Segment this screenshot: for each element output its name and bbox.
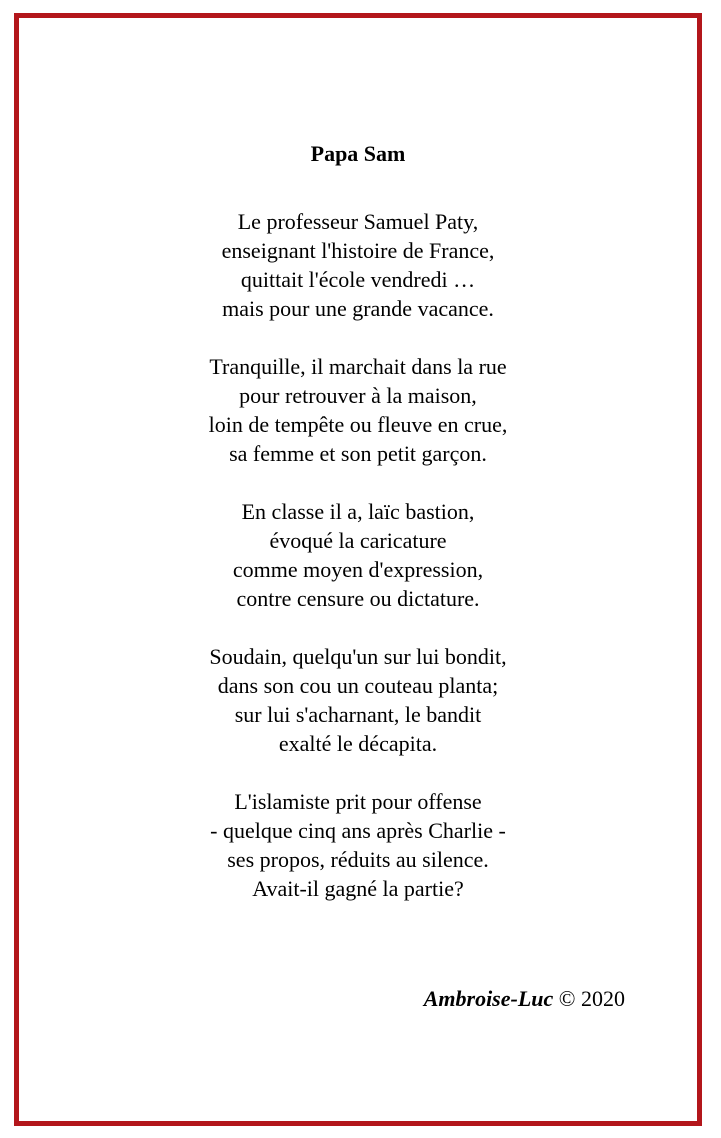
poem-line: ses propos, réduits au silence. xyxy=(227,847,489,872)
poem-body xyxy=(19,207,697,932)
poem-line: - quelque cinq ans après Charlie - xyxy=(210,818,506,843)
author-name: Ambroise-Luc xyxy=(423,986,554,1011)
poem-line: mais pour une grande vacance. xyxy=(222,296,494,321)
poem-line: dans son cou un couteau planta; xyxy=(217,673,499,698)
stanza xyxy=(19,497,697,613)
poem-line: exalté le décapita. xyxy=(278,731,438,756)
poem-line: sur lui s'acharnant, le bandit xyxy=(234,702,482,727)
poem-line: Tranquille, il marchait dans la rue xyxy=(209,354,507,379)
poem-line: loin de tempête ou fleuve en crue, xyxy=(208,412,508,437)
poem-line: Soudain, quelqu'un sur lui bondit, xyxy=(209,644,507,669)
signature xyxy=(424,985,625,1013)
stanza xyxy=(19,352,697,468)
poem-title: Papa Sam xyxy=(310,141,406,166)
poem-line: enseignant l'histoire de France, xyxy=(221,238,495,263)
poem-line: Avait-il gagné la partie? xyxy=(252,876,464,901)
page-frame xyxy=(14,13,702,1126)
poem-line: pour retrouver à la maison, xyxy=(239,383,477,408)
poem-line: L'islamiste prit pour offense xyxy=(234,789,482,814)
stanza xyxy=(19,642,697,758)
poem-line: En classe il a, laïc bastion, xyxy=(241,499,475,524)
poem-line: comme moyen d'expression, xyxy=(232,557,484,582)
poem-line: sa femme et son petit garçon. xyxy=(229,441,487,466)
poem-line: évoqué la caricature xyxy=(269,528,447,553)
poem-line: Le professeur Samuel Paty, xyxy=(237,209,479,234)
stanza xyxy=(19,207,697,323)
copyright-notice: © 2020 xyxy=(558,986,625,1011)
poem-line: quittait l'école vendredi … xyxy=(240,267,476,292)
stanza xyxy=(19,787,697,903)
poem-line: contre censure ou dictature. xyxy=(236,586,480,611)
